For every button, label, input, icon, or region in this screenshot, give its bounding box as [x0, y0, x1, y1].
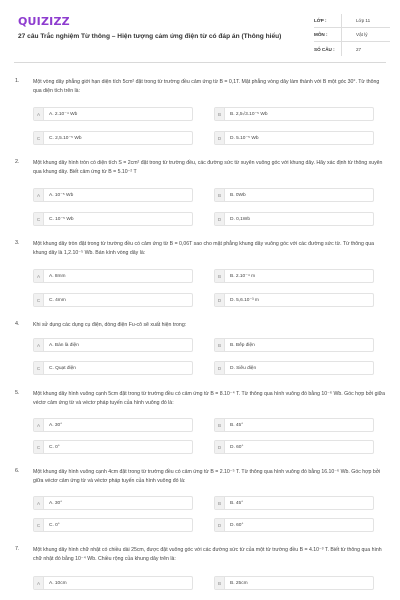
- meta-label: MÔN :: [314, 32, 328, 37]
- option-letter: A: [34, 419, 44, 431]
- option-d[interactable]: [214, 361, 374, 375]
- option-text: A. Bàn là điện: [49, 342, 79, 348]
- option-letter: B: [215, 270, 225, 282]
- option-letter: D: [215, 519, 225, 531]
- question-text: Khi sử dụng các dụng cụ điện, dòng điện Fu-cô sẽ xuất hiện trong:: [33, 322, 187, 328]
- question-number: 7.: [15, 546, 20, 552]
- option-text: A. 10cm: [49, 580, 67, 586]
- meta-label: LỚP :: [314, 18, 327, 23]
- meta-value: 27: [356, 46, 362, 52]
- option-d[interactable]: [214, 131, 374, 145]
- option-letter: A: [34, 270, 44, 282]
- option-letter: B: [215, 497, 225, 509]
- option-c[interactable]: [33, 440, 193, 454]
- option-c[interactable]: [33, 131, 193, 145]
- option-text: A. 8mm: [49, 273, 66, 279]
- question-number: 6.: [15, 468, 20, 474]
- option-letter: A: [34, 339, 44, 351]
- option-letter: C: [34, 294, 44, 306]
- question-text: Một vòng dây phẳng giới hạn diện tích 5cm² đặt trong từ trường đều cảm ứng từ B = 0,1T. Mặt phẳng vòng dây làm thành với B một góc 30°. Từ thông qua diện tích trên là:: [33, 79, 380, 94]
- option-a[interactable]: [33, 107, 193, 121]
- question-number: 3.: [15, 240, 20, 246]
- option-text: C. 4mm: [49, 297, 66, 303]
- question-number: 4.: [15, 321, 20, 327]
- meta-value: Vật lý: [356, 32, 368, 37]
- question-number: 5.: [15, 390, 20, 396]
- option-d[interactable]: [214, 518, 374, 532]
- option-text: D. 0,1Wb: [230, 216, 250, 222]
- option-c[interactable]: [33, 518, 193, 532]
- question-text: Một khung dây hình vuông cạnh 5cm đặt trong từ trường đều có cảm ứng từ B = 8.10⁻⁴ T. Từ thông qua hình vuông đó bằng 10⁻⁶ Wb. Góc hợp bởi giữa véctơ cảm ứng từ và véctơ pháp tuyến của hình vuông đó là:: [33, 391, 386, 406]
- option-a[interactable]: [33, 576, 193, 590]
- option-a[interactable]: [33, 338, 193, 352]
- option-letter: A: [34, 497, 44, 509]
- quizizz-logo: QUIZIZZ: [18, 15, 70, 28]
- option-letter: C: [34, 132, 44, 144]
- option-a[interactable]: [33, 418, 193, 432]
- option-b[interactable]: [214, 576, 374, 590]
- option-letter: D: [215, 132, 225, 144]
- option-a[interactable]: [33, 496, 193, 510]
- option-d[interactable]: [214, 293, 374, 307]
- option-b[interactable]: [214, 418, 374, 432]
- option-text: B. 2,5√3.10⁻⁵ Wb: [230, 111, 268, 117]
- option-d[interactable]: [214, 212, 374, 226]
- option-text: B. 25cm: [230, 580, 248, 586]
- option-letter: C: [34, 441, 44, 453]
- option-text: A. 30°: [49, 500, 63, 506]
- option-letter: D: [215, 362, 225, 374]
- option-text: D. 5.10⁻⁵ Wb: [230, 135, 259, 141]
- option-text: A. 2.10⁻⁴ Wb: [49, 111, 78, 117]
- question-text: Một khung dây hình tròn có diện tích S = 2cm² đặt trong từ trường đều, các đường sức từ xuyên vuông góc với khung dây. Hãy xác định từ thông xuyên qua khung dây. Biết cảm ứng từ B = 5.10⁻² T: [33, 160, 383, 175]
- option-text: B. 45°: [230, 500, 244, 506]
- question-text: Một khung dây tròn đặt trong từ trường đều có cảm ứng từ B = 0,06T sao cho mặt phẳng khung dây vuông góc với các đường sức từ. Từ thông qua khung dây là 1,2.10⁻⁵ Wb. Bán kính vòng dây là:: [33, 241, 375, 256]
- question-number: 1.: [15, 78, 20, 84]
- option-text: D. 60°: [230, 522, 244, 528]
- option-text: B. Bếp điện: [230, 342, 255, 348]
- question-number: 2.: [15, 159, 20, 165]
- option-letter: C: [34, 213, 44, 225]
- option-text: C. 10⁻⁵ Wb: [49, 216, 74, 222]
- option-letter: D: [215, 213, 225, 225]
- option-text: B. 45°: [230, 422, 244, 428]
- option-b[interactable]: [214, 338, 374, 352]
- option-letter: C: [34, 519, 44, 531]
- option-letter: A: [34, 577, 44, 589]
- option-text: B. 2.10⁻⁴ m: [230, 273, 256, 279]
- option-b[interactable]: [214, 107, 374, 121]
- option-a[interactable]: [33, 188, 193, 202]
- option-letter: A: [34, 189, 44, 201]
- document-title: 27 câu Trắc nghiệm Từ thông – Hiện tượng cảm ứng điện từ có đáp án (Thông hiểu): [18, 33, 282, 40]
- option-letter: B: [215, 577, 225, 589]
- option-text: C. Quạt điện: [49, 365, 76, 371]
- option-text: B. 0Wb: [230, 192, 246, 198]
- option-letter: A: [34, 108, 44, 120]
- option-text: D. 60°: [230, 444, 244, 450]
- option-b[interactable]: [214, 269, 374, 283]
- option-text: C. 0°: [49, 444, 60, 450]
- option-letter: B: [215, 108, 225, 120]
- meta-label: SỐ CÂU :: [314, 46, 335, 52]
- option-letter: B: [215, 189, 225, 201]
- option-text: A. 10⁻⁵ Wb: [49, 192, 74, 198]
- meta-value: Lớp 11: [356, 18, 371, 23]
- option-c[interactable]: [33, 361, 193, 375]
- option-text: D. 5,6.10⁻³ m: [230, 297, 259, 303]
- option-c[interactable]: [33, 293, 193, 307]
- option-letter: B: [215, 419, 225, 431]
- option-d[interactable]: [214, 440, 374, 454]
- option-b[interactable]: [214, 496, 374, 510]
- option-b[interactable]: [214, 188, 374, 202]
- option-letter: D: [215, 441, 225, 453]
- option-text: C. 2,5.10⁻⁵ Wb: [49, 135, 82, 141]
- option-letter: B: [215, 339, 225, 351]
- option-a[interactable]: [33, 269, 193, 283]
- option-c[interactable]: [33, 212, 193, 226]
- option-text: C. 0°: [49, 522, 60, 528]
- option-text: D. Siêu điện: [230, 365, 257, 371]
- question-text: Một khung dây hình chữ nhật có chiều dài 25cm, được đặt vuông góc với các đường sức từ của một từ trường đều B = 4.10⁻³ T. Biết từ thông qua hình chữ nhật đó bằng 10⁻⁴ Wb. Chiều rộng của khung dây trên là:: [33, 547, 382, 562]
- option-letter: D: [215, 294, 225, 306]
- option-text: A. 30°: [49, 422, 63, 428]
- question-text: Một khung dây hình vuông cạnh 4cm đặt trong từ trường đều có cảm ứng từ B = 2.10⁻⁵ T. Từ thông qua hình vuông đó bằng 16.10⁻⁶ Wb. Góc hợp bởi giữa véctơ cảm ứng từ và véctơ pháp tuyến của hình vuông đó là:: [33, 469, 381, 484]
- option-letter: C: [34, 362, 44, 374]
